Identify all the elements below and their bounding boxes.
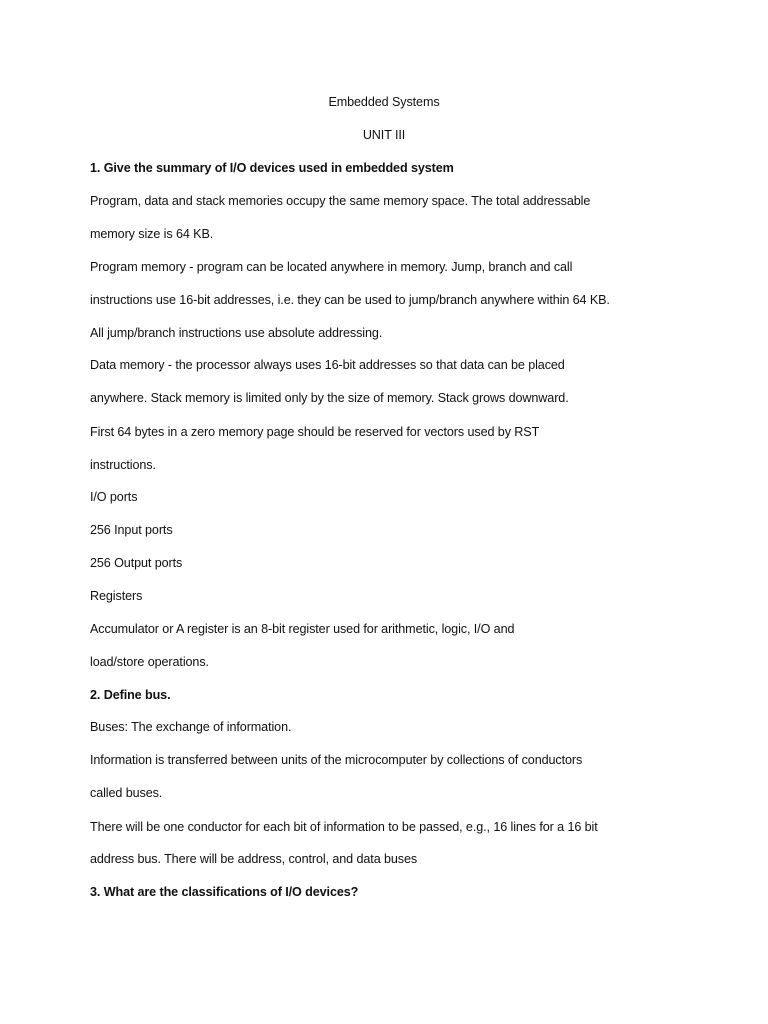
paragraph-line: I/O ports [90, 490, 138, 504]
paragraph-line: There will be one conductor for each bit of information to be passed, e.g., 16 lines for a 16 bit [90, 820, 598, 834]
paragraph-line: 256 Output ports [90, 556, 183, 570]
paragraph-line: Program memory - program can be located anywhere in memory. Jump, branch and call [90, 260, 573, 274]
question-2-heading: 2. Define bus. [90, 688, 171, 702]
paragraph-line: Data memory - the processor always uses 16-bit addresses so that data can be placed [90, 358, 565, 372]
paragraph-line: address bus. There will be address, control, and data buses [90, 852, 418, 866]
paragraph-line: Accumulator or A register is an 8-bit register used for arithmetic, logic, I/O and [90, 622, 515, 636]
paragraph-line: load/store operations. [90, 655, 209, 669]
paragraph-line: 256 Input ports [90, 523, 173, 537]
paragraph-line: anywhere. Stack memory is limited only by the size of memory. Stack grows downward. [90, 391, 569, 405]
document-title: Embedded Systems [328, 95, 440, 109]
paragraph-line: All jump/branch instructions use absolute addressing. [90, 326, 383, 340]
paragraph-line: Program, data and stack memories occupy the same memory space. The total addressable [90, 194, 591, 208]
paragraph-line: instructions. [90, 458, 156, 472]
question-1-heading: 1. Give the summary of I/O devices used in embedded system [90, 161, 454, 175]
paragraph-line: Registers [90, 589, 143, 603]
paragraph-line: memory size is 64 KB. [90, 227, 214, 241]
paragraph-line: called buses. [90, 786, 163, 800]
question-3-heading: 3. What are the classifications of I/O devices? [90, 885, 359, 899]
paragraph-line: Information is transferred between units of the microcomputer by collections of conductors [90, 753, 583, 767]
paragraph-line: instructions use 16-bit addresses, i.e. they can be used to jump/branch anywhere within 64 KB. [90, 293, 610, 307]
paragraph-line: First 64 bytes in a zero memory page should be reserved for vectors used by RST [90, 425, 540, 439]
paragraph-line: Buses: The exchange of information. [90, 720, 292, 734]
unit-label: UNIT III [362, 128, 406, 142]
